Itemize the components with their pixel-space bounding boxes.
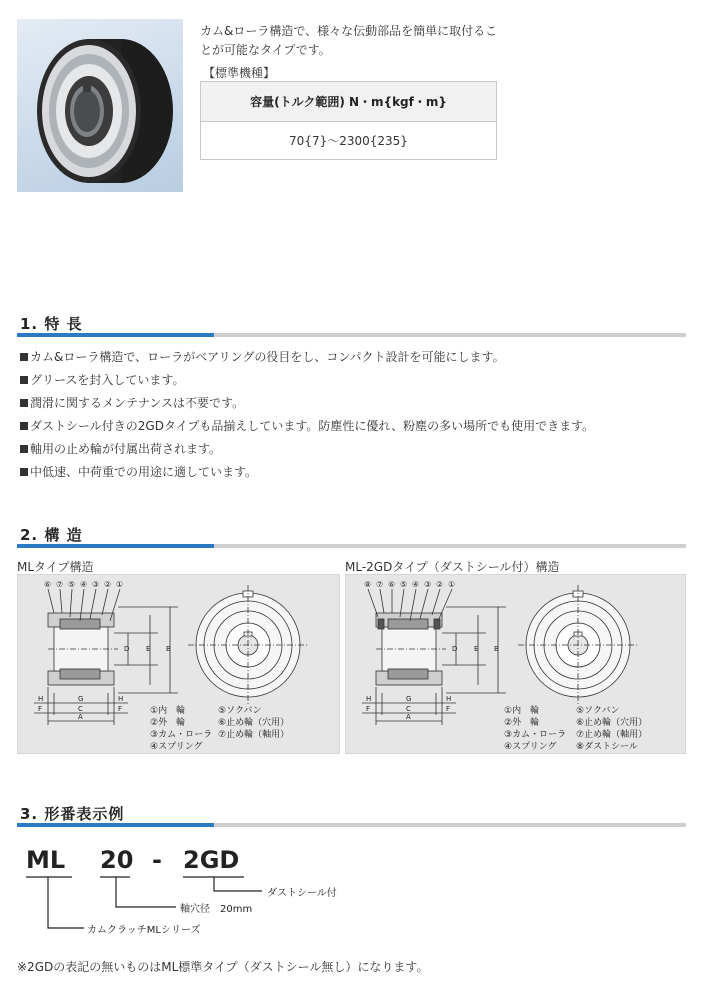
ml-structure-title: MLタイプ構造 [17, 560, 94, 574]
section-title-model-code: 3. 形番表示例 [20, 805, 125, 823]
callout-4: ④ [412, 580, 420, 589]
dim-a-label: A [406, 713, 411, 721]
dim-f-label: F [38, 705, 43, 713]
dim-h2-label: H [446, 695, 452, 703]
dim-e-label: E [474, 645, 479, 653]
callout-7: ⑦ [56, 580, 64, 589]
intro-line-2: とが可能なタイプです。 [200, 43, 331, 57]
section-title-features: 1. 特 長 [20, 315, 83, 333]
ml-legend-right: ⑤ソクバン ⑥止め輪（穴用） ⑦止め輪（軸用） [218, 706, 290, 740]
callout-7: ⑦ [376, 580, 384, 589]
model-code-series-label: カムクラッチMLシリーズ [87, 925, 201, 936]
dim-g-label: G [406, 695, 412, 703]
section-title-structure: 2. 構 造 [20, 526, 83, 544]
model-code-bore-label: 軸穴径 20mm [180, 904, 253, 915]
dim-c-label: C [406, 705, 411, 713]
dim-h2-label: H [118, 695, 124, 703]
feature-item: カム&ローラ構造で、ローラがベアリングの役目をし、コンパクト設計を可能にします。 [20, 348, 505, 365]
feature-item: ダストシール付きの2GDタイプも品揃えしています。防塵性に優れ、粉塵の多い場所でも使用できます。 [20, 417, 594, 434]
dim-a-label: A [78, 713, 83, 721]
dim-h-label: H [366, 695, 372, 703]
capacity-table-header: 容量(トルク範囲) N・m{kgf・m} [201, 82, 496, 122]
callout-2: ② [104, 580, 112, 589]
feature-item: 軸用の止め輪が付属出荷されます。 [20, 440, 221, 457]
model-code-series: ML [26, 846, 66, 874]
feature-item: 潤滑に関するメンテナンスは不要です。 [20, 394, 244, 411]
model-code-seal-label: ダストシール付 [267, 888, 337, 899]
callout-3: ③ [424, 580, 432, 589]
dim-g-label: G [78, 695, 84, 703]
dim-b-label: B [494, 645, 499, 653]
callout-2: ② [436, 580, 444, 589]
ml-legend-left: ①内 輪 ②外 輪 ③カム・ローラ ④スプリング [150, 706, 213, 752]
feature-item: 中低速、中荷重での用途に適しています。 [20, 463, 257, 480]
callout-6: ⑥ [388, 580, 396, 589]
dim-d-label: D [124, 645, 130, 653]
dim-f2-label: F [118, 705, 123, 713]
feature-item: グリースを封入しています。 [20, 371, 184, 388]
dim-h-label: H [38, 695, 44, 703]
model-code-dash: - [152, 846, 162, 874]
callout-5: ⑤ [400, 580, 408, 589]
gd-legend-right: ⑤ソクバン ⑥止め輪（穴用） ⑦止め輪（軸用） ⑧ダストシール [576, 706, 648, 752]
dim-f2-label: F [446, 705, 451, 713]
model-code-bore: 20 [100, 846, 134, 874]
callout-1: ① [448, 580, 456, 589]
callout-5: ⑤ [68, 580, 76, 589]
dim-f-label: F [366, 705, 371, 713]
dim-b-label: B [166, 645, 171, 653]
dim-d-label: D [452, 645, 458, 653]
gd-legend-left: ①内 輪 ②外 輪 ③カム・ローラ ④スプリング [504, 706, 567, 752]
gd-structure-title: ML-2GDタイプ（ダストシール付）構造 [345, 560, 560, 574]
callout-6: ⑥ [44, 580, 52, 589]
callout-4: ④ [80, 580, 88, 589]
footnote: ※2GDの表記の無いものはML標準タイプ（ダストシール無し）になります。 [17, 960, 429, 974]
model-code-seal: 2GD [183, 846, 240, 874]
dim-c-label: C [78, 705, 83, 713]
callout-1: ① [116, 580, 124, 589]
callout-3: ③ [92, 580, 100, 589]
callout-8: ⑧ [364, 580, 372, 589]
capacity-table-value: 70{7}〜2300{235} [289, 134, 408, 148]
intro-line-1: カム&ローラ構造で、様々な伝動部品を簡単に取付るこ [200, 24, 498, 38]
standard-models-label: 【標準機種】 [203, 66, 276, 80]
dim-e-label: E [146, 645, 151, 653]
